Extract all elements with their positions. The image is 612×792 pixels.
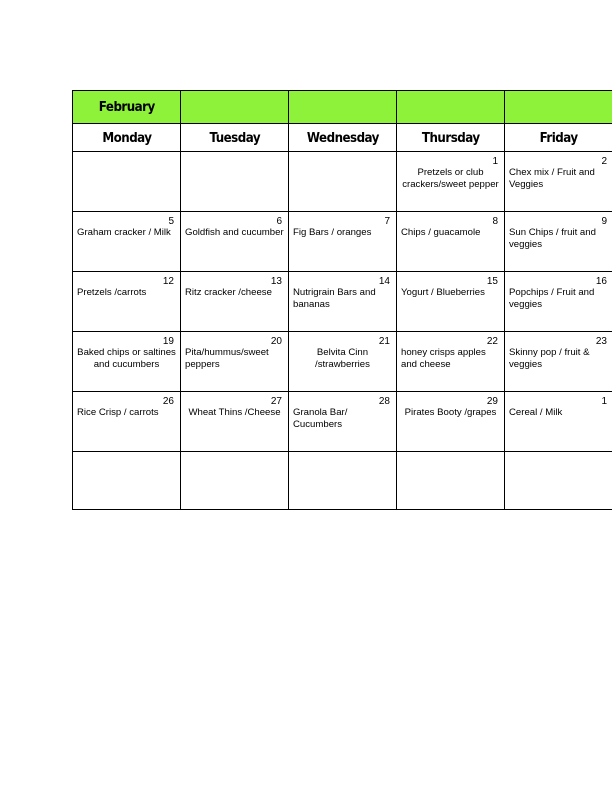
snack-text: Popchips / Fruit and veggies	[509, 287, 595, 310]
snack-text: Ritz cracker /cheese	[185, 287, 272, 298]
day-cell	[181, 392, 289, 452]
date-number: 28	[378, 396, 390, 407]
day-cell	[397, 212, 505, 272]
snack-text: Graham cracker / Milk	[77, 227, 171, 238]
snack-text: Granola Bar/ Cucumbers	[293, 407, 348, 430]
day-cell	[505, 152, 612, 212]
date-number: 1	[492, 156, 498, 167]
date-number	[289, 452, 396, 456]
month-cell-empty	[181, 91, 289, 124]
date-number: 6	[276, 216, 282, 227]
day-header-tuesday: Tuesday	[181, 124, 289, 152]
day-cell	[289, 452, 397, 510]
week-row	[73, 332, 612, 392]
day-cell	[505, 332, 612, 392]
month-cell-empty	[505, 91, 612, 124]
date-number: 5	[168, 216, 174, 227]
week-row	[73, 392, 612, 452]
day-cell	[397, 332, 505, 392]
snack-text: Cereal / Milk	[509, 407, 563, 418]
date-number	[505, 452, 612, 456]
date-number: 1	[601, 396, 607, 407]
month-cell-empty	[289, 91, 397, 124]
day-header-wednesday: Wednesday	[289, 124, 397, 152]
day-cell	[397, 152, 505, 212]
day-cell	[289, 332, 397, 392]
calendar-table	[72, 90, 612, 510]
day-cell	[397, 392, 505, 452]
month-cell	[73, 91, 181, 124]
snack-text: Pretzels or club crackers/sweet pepper	[402, 167, 499, 190]
day-cell	[73, 212, 181, 272]
day-header-monday: Monday	[73, 124, 181, 152]
date-number	[181, 152, 288, 156]
snack-text: Fig Bars / oranges	[293, 227, 372, 238]
date-number: 29	[486, 396, 498, 407]
snack-text: Yogurt / Blueberries	[401, 287, 485, 298]
day-cell	[397, 272, 505, 332]
snack-text: Goldfish and cucumber	[185, 227, 284, 238]
date-number: 16	[595, 276, 607, 287]
week-row	[73, 212, 612, 272]
day-cell	[73, 272, 181, 332]
week-row	[73, 152, 612, 212]
month-cell-empty	[397, 91, 505, 124]
date-number: 8	[492, 216, 498, 227]
day-cell	[505, 452, 612, 510]
date-number: 2	[601, 156, 607, 167]
date-number: 22	[486, 336, 498, 347]
snack-text: Wheat Thins /Cheese	[188, 407, 281, 418]
date-number	[289, 152, 396, 156]
day-cell	[181, 212, 289, 272]
weeks-body	[73, 152, 612, 510]
snack-text: Pretzels /carrots	[77, 287, 147, 298]
date-number	[73, 452, 180, 456]
date-number: 27	[270, 396, 282, 407]
snack-text: Sun Chips / fruit and veggies	[509, 227, 596, 250]
weekday-header-row	[73, 124, 612, 152]
day-cell	[73, 332, 181, 392]
date-number	[73, 152, 180, 156]
snack-text: Rice Crisp / carrots	[77, 407, 159, 418]
day-cell	[505, 272, 612, 332]
day-cell	[505, 212, 612, 272]
snack-text: Nutrigrain Bars and bananas	[293, 287, 376, 310]
day-cell	[181, 332, 289, 392]
date-number	[181, 452, 288, 456]
day-cell	[73, 392, 181, 452]
day-cell	[289, 152, 397, 212]
week-row	[73, 452, 612, 510]
date-number: 7	[384, 216, 390, 227]
date-number	[397, 452, 504, 456]
week-row	[73, 272, 612, 332]
day-cell	[397, 452, 505, 510]
day-cell	[181, 152, 289, 212]
date-number: 9	[601, 216, 607, 227]
day-cell	[505, 392, 612, 452]
snack-text: Pita/hummus/sweet peppers	[185, 347, 269, 370]
day-header-thursday: Thursday	[397, 124, 505, 152]
snack-text: Belvita Cinn /strawberries	[315, 347, 370, 370]
day-cell	[181, 272, 289, 332]
date-number: 21	[378, 336, 390, 347]
day-cell	[73, 152, 181, 212]
day-cell	[289, 212, 397, 272]
day-cell	[289, 392, 397, 452]
snack-text: Chips / guacamole	[401, 227, 481, 238]
day-cell	[181, 452, 289, 510]
snack-text: Baked chips or saltines and cucumbers	[77, 347, 176, 370]
date-number: 20	[270, 336, 282, 347]
day-cell	[289, 272, 397, 332]
month-header-row	[73, 91, 612, 124]
date-number: 19	[162, 336, 174, 347]
snack-text: Chex mix / Fruit and Veggies	[509, 167, 595, 190]
snack-text: honey crisps apples and cheese	[401, 347, 486, 370]
date-number: 15	[486, 276, 498, 287]
day-header-friday: Friday	[505, 124, 612, 152]
month-title: February	[98, 99, 155, 115]
date-number: 23	[595, 336, 607, 347]
date-number: 26	[162, 396, 174, 407]
snack-text: Pirates Booty /grapes	[404, 407, 497, 418]
date-number: 13	[270, 276, 282, 287]
date-number: 12	[162, 276, 174, 287]
day-cell	[73, 452, 181, 510]
date-number: 14	[378, 276, 390, 287]
snack-text: Skinny pop / fruit & veggies	[509, 347, 590, 370]
